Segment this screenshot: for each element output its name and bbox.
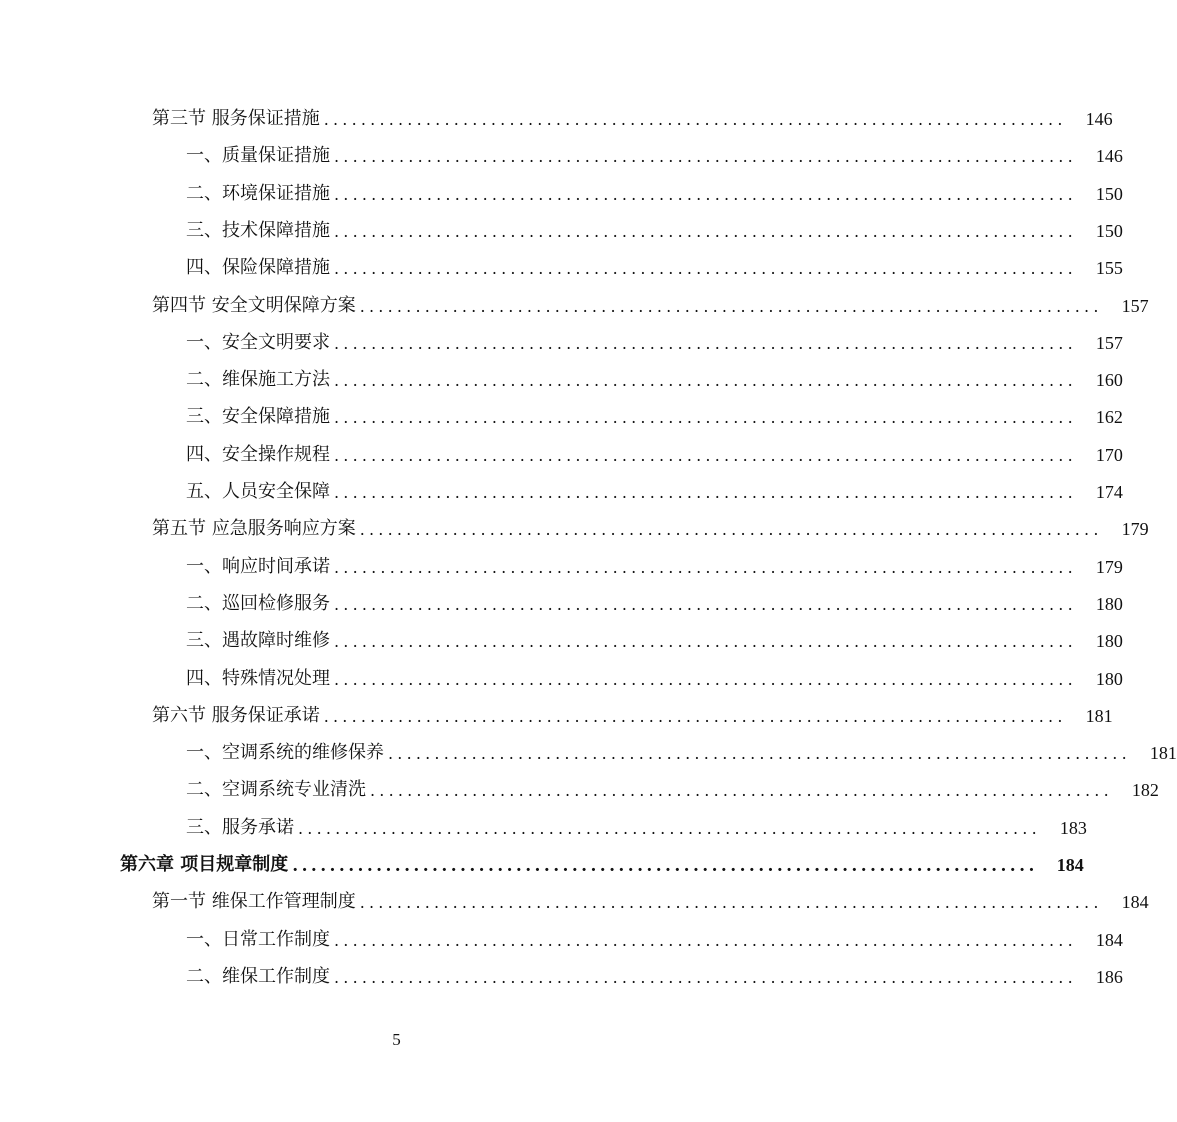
toc-entry-title: 三、遇故障时维修 [186,630,330,652]
toc-entry-page: 184 [1095,929,1123,950]
toc-entry-page: 184 [1056,855,1084,875]
toc-entry[interactable] [0,925,1123,955]
toc-entry-title: 第六章 项目规章制度 [120,854,289,875]
toc-entry[interactable] [0,402,1123,432]
toc-entry[interactable] [0,701,1113,731]
toc-entry[interactable] [0,850,1084,880]
toc-entry-page: 180 [1095,668,1123,689]
toc-entry[interactable] [0,775,1159,805]
toc-entry-title: 二、维保施工方法 [186,369,330,391]
toc-entry-title: 四、特殊情况处理 [186,667,330,689]
toc-dot-leader: ................................................................................ [334,557,1077,577]
toc-entry-title: 一、响应时间承诺 [186,555,330,577]
toc-dot-leader: ................................................................................ [370,781,1113,801]
toc-entry[interactable] [0,328,1123,358]
toc-entry-page: 170 [1095,444,1123,465]
toc-entry[interactable] [0,589,1123,619]
toc-entry-page: 146 [1085,109,1113,129]
toc-dot-leader: ................................................................................ [359,520,1103,540]
toc-entry[interactable] [0,216,1123,246]
toc-entry[interactable] [0,365,1123,395]
toc-entry-title: 二、巡回检修服务 [186,592,330,614]
toc-dot-leader: ................................................................................ [334,967,1077,987]
toc-entry[interactable] [0,141,1123,171]
toc-entry-title: 第四节 安全文明保障方案 [152,294,356,316]
toc-entry[interactable] [0,179,1123,209]
toc-entry-title: 二、维保工作制度 [186,965,330,987]
toc-entry-title: 四、保险保障措施 [186,257,330,279]
toc-entry-title: 第三节 服务保证措施 [152,108,320,129]
toc-dot-leader: ................................................................................ [388,744,1131,764]
toc-entry-title: 第五节 应急服务响应方案 [152,518,356,540]
toc-dot-leader: ................................................................................ [334,669,1077,689]
toc-entry-page: 180 [1095,593,1123,614]
toc-entry[interactable] [0,813,1087,843]
toc-entry-page: 160 [1095,370,1123,391]
toc-entry-page: 174 [1095,482,1123,502]
toc-dot-leader: ................................................................................ [334,371,1077,391]
toc-entry-page: 146 [1095,146,1123,167]
toc-dot-leader: ................................................................................ [334,408,1077,428]
toc-dot-leader: ................................................................................ [359,296,1103,316]
toc-entry[interactable] [0,738,1177,768]
toc-entry-title: 四、安全操作规程 [186,443,330,465]
toc-dot-leader: ................................................................................ [359,893,1103,913]
toc-dot-leader: ................................................................................ [334,930,1077,950]
toc-dot-leader: ................................................................................ [298,818,1041,838]
toc-entry-page: 186 [1095,966,1123,987]
toc-entry[interactable] [0,291,1149,321]
toc-entry-page: 180 [1095,631,1123,652]
toc-entry-title: 二、环境保证措施 [186,182,330,204]
toc-entry-page: 184 [1121,892,1149,913]
toc-entry-title: 五、人员安全保障 [186,481,330,502]
toc-dot-leader: ................................................................................ [292,856,1038,876]
toc-entry-title: 二、空调系统专业清洗 [186,779,366,801]
toc-dot-leader: ................................................................................ [334,632,1077,652]
toc-dot-leader: ................................................................................ [334,221,1077,241]
toc-entry[interactable] [0,440,1123,470]
toc-entry-title: 三、安全保障措施 [186,406,330,428]
toc-entry[interactable] [0,626,1123,656]
toc-dot-leader: ................................................................................ [334,333,1077,353]
toc-entry[interactable] [0,253,1123,283]
toc-dot-leader: ................................................................................ [334,259,1077,279]
toc-entry-title: 三、技术保障措施 [186,219,330,241]
toc-entry-title: 一、日常工作制度 [186,928,330,950]
toc-entry-page: 181 [1085,705,1113,726]
toc-entry-title: 一、空调系统的维修保养 [186,742,384,764]
toc-entry[interactable] [0,552,1123,582]
toc-dot-leader: ................................................................................ [334,594,1077,614]
toc-entry-page: 181 [1149,743,1177,764]
toc-entry-title: 第六节 服务保证承诺 [152,704,320,726]
toc-entry-page: 157 [1121,295,1149,316]
toc-dot-leader: ................................................................................ [334,184,1077,204]
toc-dot-leader: ................................................................................ [323,110,1067,129]
toc-entry-page: 182 [1131,780,1159,801]
toc-entry-title: 第一节 维保工作管理制度 [152,891,356,913]
page-number: 5 [392,1030,401,1049]
toc-entry-page: 179 [1121,519,1149,540]
toc-entry-page: 179 [1095,556,1123,577]
toc-entry-page: 183 [1059,817,1087,838]
toc-dot-leader: ................................................................................ [334,483,1077,502]
toc-dot-leader: ................................................................................ [323,706,1067,726]
toc-entry-title: 一、安全文明要求 [186,331,330,353]
toc-entry-page: 150 [1095,183,1123,204]
toc-entry[interactable] [0,962,1123,992]
toc-entry[interactable] [0,887,1149,917]
toc-entry-title: 三、服务承诺 [186,816,294,838]
toc-entry[interactable] [0,664,1123,694]
toc-dot-leader: ................................................................................ [334,445,1077,465]
toc-entry-page: 155 [1095,258,1123,279]
toc-entry-page: 150 [1095,220,1123,241]
toc-entry[interactable] [0,514,1149,544]
toc-entry-title: 一、质量保证措施 [186,145,330,167]
toc-entry-page: 162 [1095,407,1123,428]
toc-entry-page: 157 [1095,332,1123,353]
toc-dot-leader: ................................................................................ [334,147,1077,167]
toc-entry[interactable] [0,104,1113,134]
toc-entry[interactable] [0,477,1123,507]
